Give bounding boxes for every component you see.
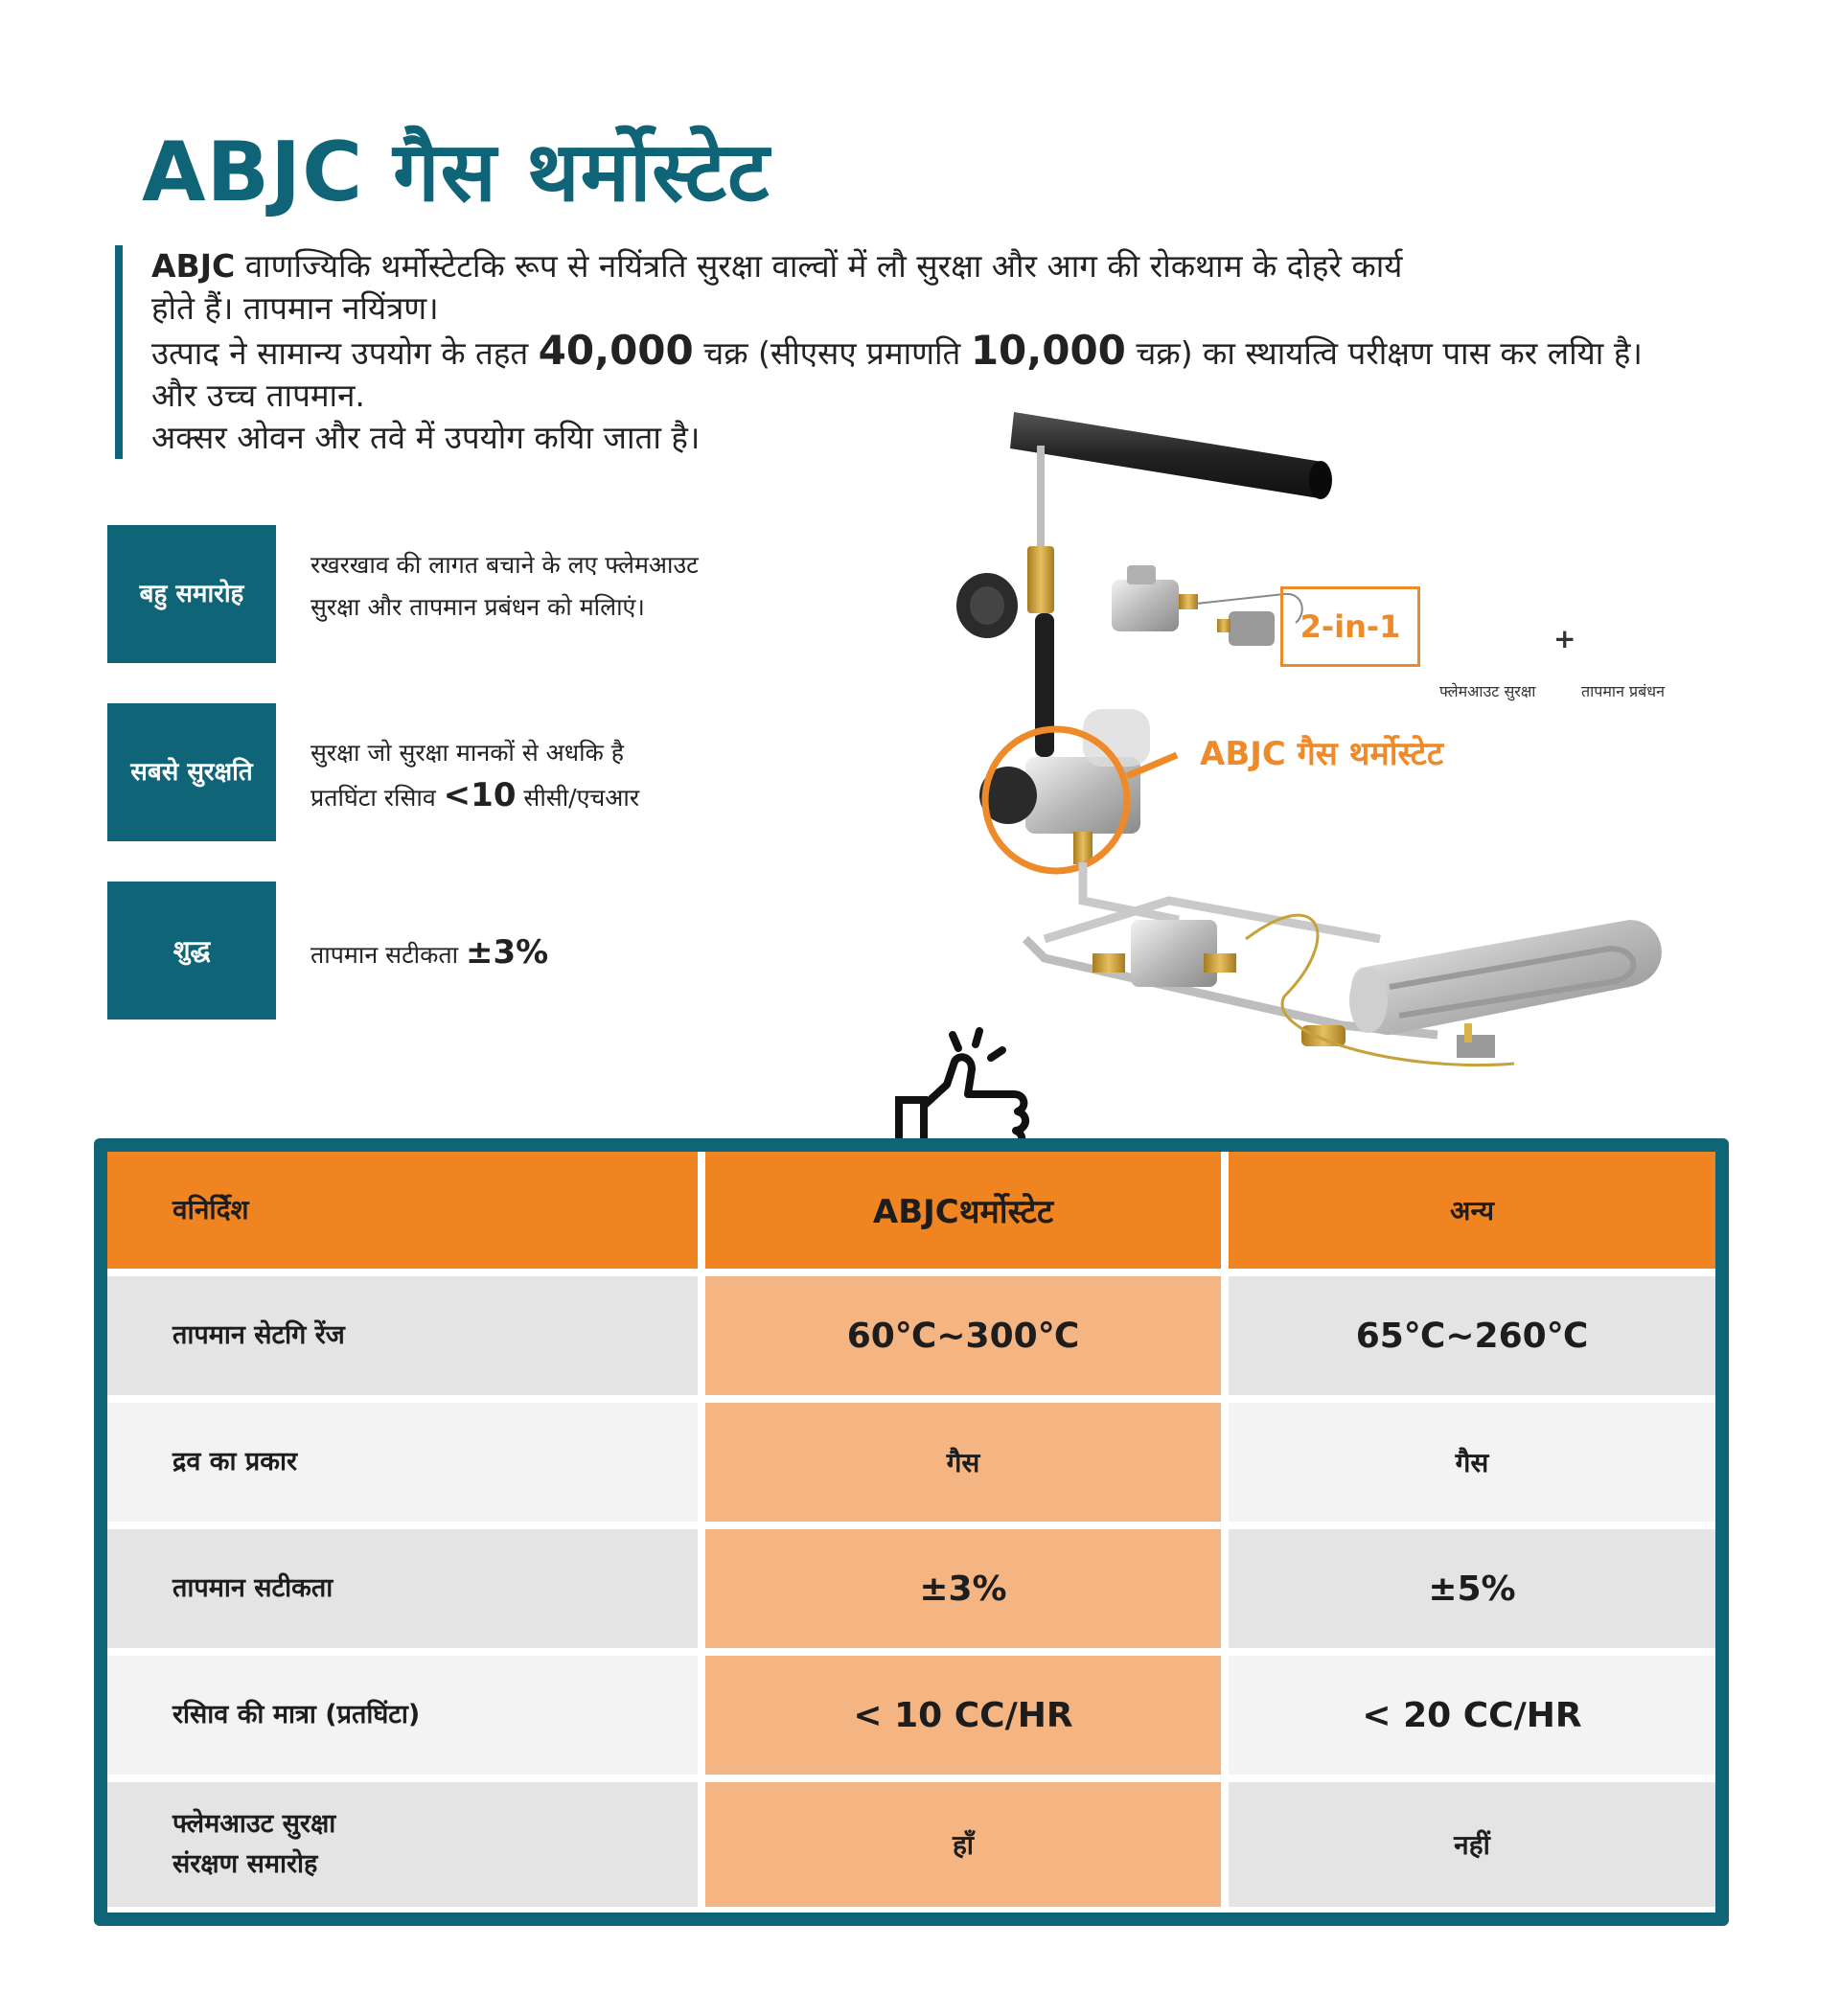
table-row	[107, 1276, 1715, 1403]
caption-temperature-management: तापमान प्रबंधन	[1581, 682, 1665, 700]
abjc-value: < 10 CC/HR	[698, 1656, 1221, 1775]
row-label: द्रव का प्रकार	[107, 1403, 698, 1522]
comparison-table	[94, 1138, 1729, 1926]
abjc-value: 60℃~300℃	[698, 1276, 1221, 1395]
table-row	[107, 1782, 1715, 1907]
other-value: 65℃~260℃	[1221, 1276, 1715, 1395]
plus-sign: +	[1553, 623, 1576, 654]
abjc-value: हाँ	[698, 1782, 1221, 1907]
other-value: ±5%	[1221, 1529, 1715, 1648]
row-label: रसिाव की मात्रा (प्रतघिंटा)	[107, 1656, 698, 1775]
intro-line-4: और उच्च तापमान.	[151, 377, 365, 414]
header-other: अन्य	[1221, 1152, 1715, 1269]
intro-line-2: होते हैं। तापमान नयिंत्रण।	[151, 289, 439, 327]
page-title: ABJC गैस थर्मोस्टेट	[142, 125, 770, 220]
feature-safest-text: सुरक्षा जो सुरक्षा मानकों से अधकि है प्रतघिंटा रसिाव <10 सीसी/एचआर	[310, 739, 640, 814]
feature-safest-label: सबसे सुरक्षति	[107, 703, 276, 841]
feature-accurate-text: तापमान सटीकता ±3%	[310, 933, 549, 972]
other-value: नहीं	[1221, 1782, 1715, 1907]
feature-accurate-label: शुद्ध	[107, 882, 276, 1019]
row-label: तापमान सटीकता	[107, 1529, 698, 1648]
intro-line-5: अक्सर ओवन और तवे में उपयोग कयिा जाता है।	[151, 419, 701, 456]
row-label: फ्लेमआउट सुरक्षा संरक्षण समारोह	[107, 1782, 698, 1907]
header-abjc-thermostat: ABJCथर्मोस्टेट	[698, 1152, 1221, 1269]
flameout-valve-thumbnail	[1112, 565, 1198, 631]
abjc-value: ±3%	[698, 1529, 1221, 1648]
header-specification: वनिर्दिेश	[107, 1152, 698, 1269]
row-label: तापमान सेटगि रेंज	[107, 1276, 698, 1395]
feature-multi-function-text: रखरखाव की लागत बचाने के लए फ्लेमआउट सुरक्षा और तापमान प्रबंधन को मलिाएं।	[310, 551, 699, 621]
feature-multi-function-label: बहु समारोह	[107, 525, 276, 663]
table-row	[107, 1529, 1715, 1656]
intro-line-3: उत्पाद ने सामान्य उपयोग के तहत 40,000 चक्र (सीएसए प्रमाणति 10,000 चक्र) का स्थायत्वि परीक्षण पास कर लयिा है।	[151, 327, 1643, 374]
table-row	[107, 1403, 1715, 1529]
intro-line-1: ABJC वाणज्यिकि थर्मोस्टेटकि रूप से नयिंत्रति सुरक्षा वाल्वों में लौ सुरक्षा और आग की रोकथाम के दोहरे कार्य	[151, 247, 1403, 285]
caption-flameout-safety: फ्लेमआउट सुरक्षा	[1439, 682, 1536, 700]
product-callout-label: ABJC गैस थर्मोस्टेट	[1200, 735, 1443, 773]
two-in-one-badge: 2-in-1	[1280, 586, 1420, 667]
other-value: गैस	[1221, 1403, 1715, 1522]
abjc-value: गैस	[698, 1403, 1221, 1522]
other-value: < 20 CC/HR	[1221, 1656, 1715, 1775]
table-header-row	[107, 1152, 1715, 1276]
table-row	[107, 1656, 1715, 1782]
